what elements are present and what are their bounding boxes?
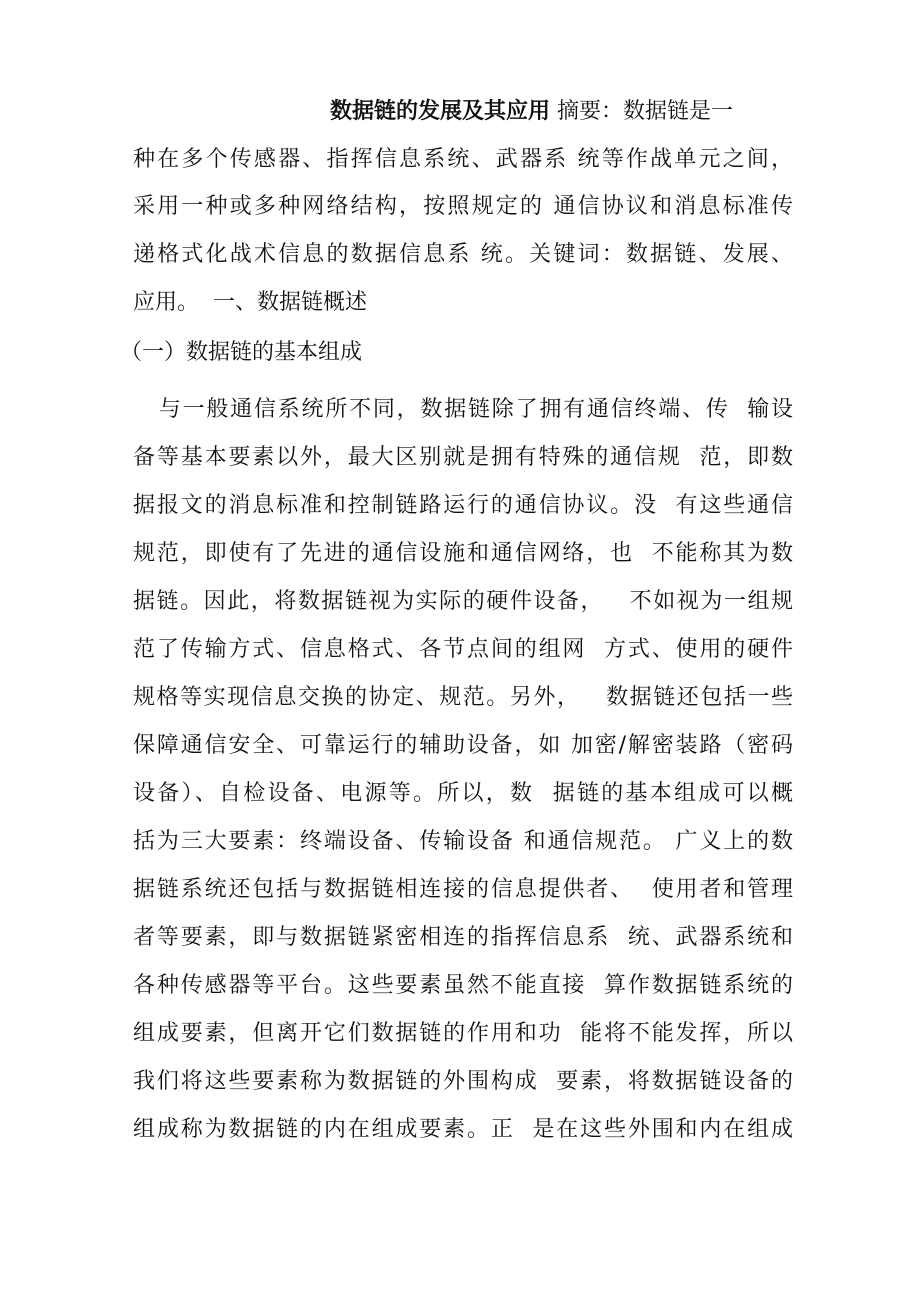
text-line: 应用。 一、数据链概述 [133, 290, 367, 315]
text-line: 设备）、自检设备、电源等。所以，数 据链的基本组成可以概 [133, 781, 793, 806]
text-line: 括为三大要素：终端设备、传输设备 和通信规范。 广义上的数 [133, 829, 793, 854]
text-line: 与一般通信系统所不同，数据链除了拥有通信终端、传 输设 [150, 397, 793, 422]
text-line: 规格等实现信息交换的协定、规范。另外， 数据链还包括一些 [133, 685, 793, 710]
text-line: 递格式化战术信息的数据信息系 统。关键词：数据链、发展、 [133, 242, 793, 267]
text-line: 据链。因此，将数据链视为实际的硬件设备， 不如视为一组规 [133, 589, 793, 614]
abstract-start: 摘要：数据链是一 [550, 99, 734, 124]
text-line: 规范，即使有了先进的通信设施和通信网络，也 不能称其为数 [133, 541, 793, 566]
text-line: （一）数据链的基本组成 [120, 340, 363, 365]
text-line: 者等要素，即与数据链紧密相连的指挥信息系 统、武器系统和 [133, 925, 793, 950]
text-line: 组成要素，但离开它们数据链的作用和功 能将不能发挥，所以 [133, 1021, 793, 1046]
document-title: 数据链的发展及其应用 [330, 99, 551, 124]
text-line: 采用一种或多种网络结构，按照规定的 通信协议和消息标准传 [133, 194, 793, 219]
text-line: 据报文的消息标准和控制链路运行的通信协议。没 有这些通信 [133, 493, 793, 518]
first-line [330, 88, 733, 136]
text-line: 各种传感器等平台。这些要素虽然不能直接 算作数据链系统的 [133, 973, 793, 998]
text-line: 我们将这些要素称为数据链的外围构成 要素，将数据链设备的 [133, 1069, 793, 1094]
text-line: 备等基本要素以外，最大区别就是拥有特殊的通信规 范，即数 [133, 445, 793, 470]
text-line: 种在多个传感器、指挥信息系统、武器系 统等作战单元之间， [133, 147, 793, 172]
text-line: 据链系统还包括与数据链相连接的信息提供者、 使用者和管理 [133, 877, 793, 902]
text-line: 组成称为数据链的内在组成要素。正 是在这些外围和内在组成 [133, 1117, 793, 1142]
text-line: 保障通信安全、可靠运行的辅助设备，如 加密/解密装路（密码 [133, 733, 793, 758]
text-line: 范了传输方式、信息格式、各节点间的组网 方式、使用的硬件 [133, 637, 793, 662]
